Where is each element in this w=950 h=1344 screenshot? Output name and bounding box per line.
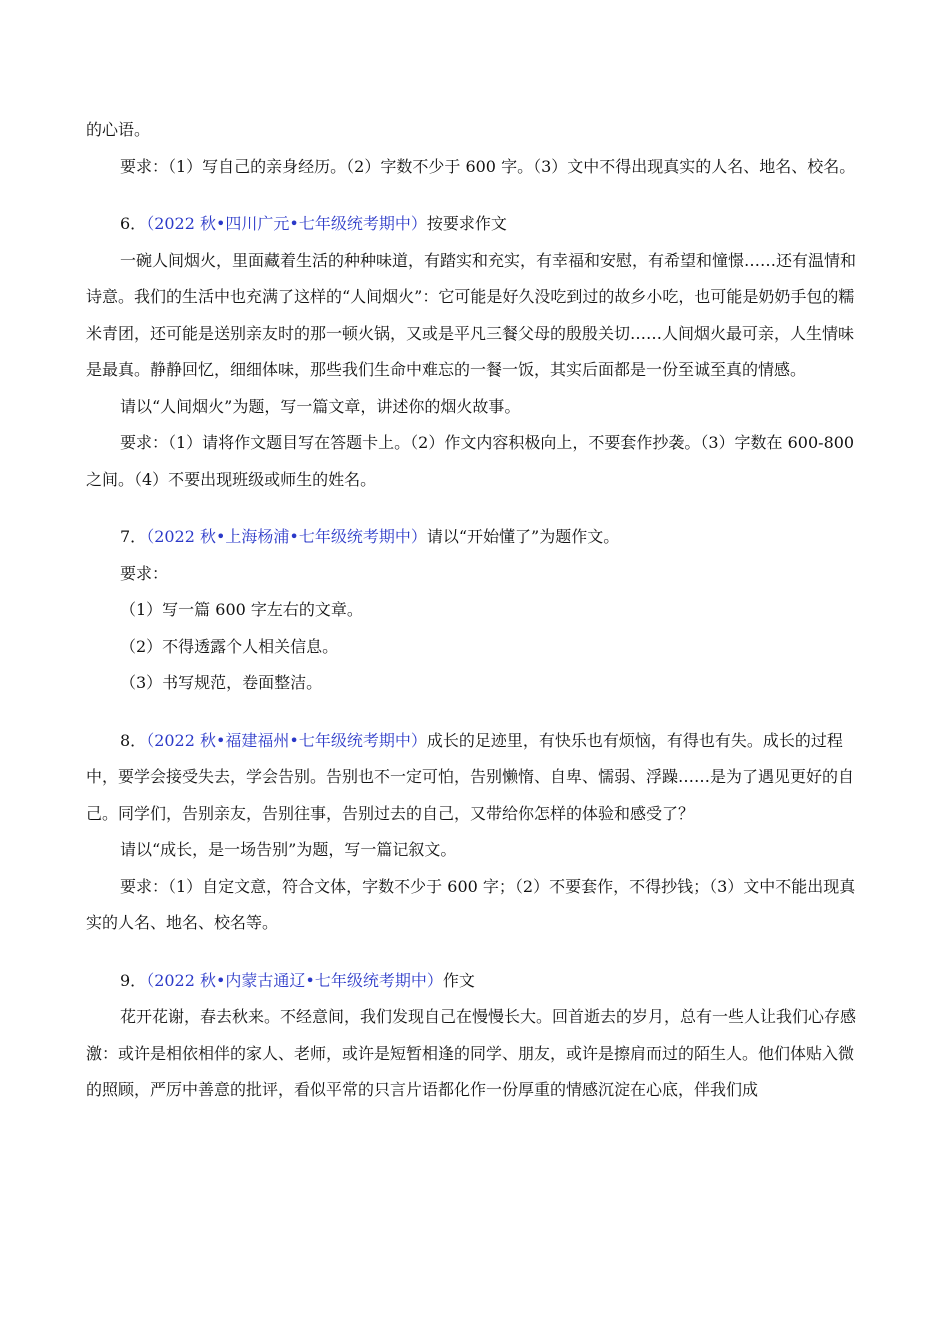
q9-title: 作文 <box>442 970 475 990</box>
q8-heading <box>86 723 866 833</box>
page-content <box>86 112 866 1109</box>
q5-tail: 的心语。 <box>86 120 151 139</box>
q6-number: 6． <box>120 214 147 233</box>
q6-heading <box>86 206 866 243</box>
q6-prompt: 请以“人间烟火”为题，写一篇文章，讲述你的烟火故事。 <box>120 396 521 416</box>
q9-paragraph: 花开花谢，春去秋来。不经意间，我们发现自己在慢慢长大。回首逝去的岁月，总有一些人让我们心存感激：或许是相依相伴的家人、老师，或许是短暂相逢的同学、朋友，或许是擦肩而过的陌生人。他们体贴入微的照顾，严厉中善意的批评，看似平常的只言片语都化作一份厚重的情感沉淀在心底，伴我们成 <box>86 1007 857 1099</box>
q6-paragraph: 一碗人间烟火，里面藏着生活的种种味道，有踏实和充实，有幸福和安慰，有希望和憧憬……还有温情和诗意。我们的生活中也充满了这样的“人间烟火”：它可能是好久没吃到过的故乡小吃，也可能是奶奶手包的糯米青团，还可能是送别亲友时的那一顿火锅，又或是平凡三餐父母的殷殷关切……人间烟火最可亲，人生情味是最真。静静回忆，细细体味，那些我们生命中难忘的一餐一饭，其实后面都是一份至诚至真的情感。 <box>86 250 857 379</box>
q7-number: 7． <box>120 527 147 546</box>
q7-source: （2022 秋•上海杨浦•七年级统考期中） <box>146 527 427 546</box>
q7-item-1: （1）写一篇 600 字左右的文章。 <box>120 600 363 619</box>
q5-requirements: 要求：（1）写自己的亲身经历。（2）字数不少于 600 字。（3）文中不得出现真实的人名、地名、校名。 <box>120 156 856 176</box>
q7-title: 请以“开始懂了”为题作文。 <box>426 527 620 546</box>
q7-item-2: （2）不得透露个人相关信息。 <box>120 636 339 656</box>
q9-source: （2022 秋•内蒙古通辽•七年级统考期中） <box>146 970 443 990</box>
q9-heading <box>86 963 866 1000</box>
q8-prompt: 请以“成长，是一场告别”为题，写一篇记叙文。 <box>120 840 457 859</box>
q7-item-3: （3）书写规范，卷面整洁。 <box>120 673 323 692</box>
q6-source: （2022 秋•四川广元•七年级统考期中） <box>146 214 427 233</box>
q8-number: 8． <box>120 730 147 750</box>
q6-title: 按要求作文 <box>426 214 507 233</box>
q9-number: 9． <box>120 970 147 990</box>
q8-title: 成长的足迹里，有快乐也有烦恼，有得也有失。成长的过程中，要学会接受失去，学会告别。告别也不一定可怕，告别懒惰、自卑、懦弱、浮躁……是为了遇见更好的自己。同学们，告别亲友，告别往事，告别过去的自己，又带给你怎样的体验和感受了？ <box>86 730 855 823</box>
q7-requirements: 要求： <box>120 563 169 583</box>
q7-heading <box>86 519 866 556</box>
q8-source: （2022 秋•福建福州•七年级统考期中） <box>146 730 427 750</box>
q8-requirements: 要求：（1）自定文意，符合文体，字数不少于 600 字；（2）不要套作，不得抄钱；（3）文中不能出现真实的人名、地名、校名等。 <box>86 876 856 932</box>
q6-requirements: 要求：（1）请将作文题目写在答题卡上。（2）作文内容积极向上，不要套作抄袭。（3）字数在 600-800 之间。（4）不要出现班级或师生的姓名。 <box>86 433 855 489</box>
